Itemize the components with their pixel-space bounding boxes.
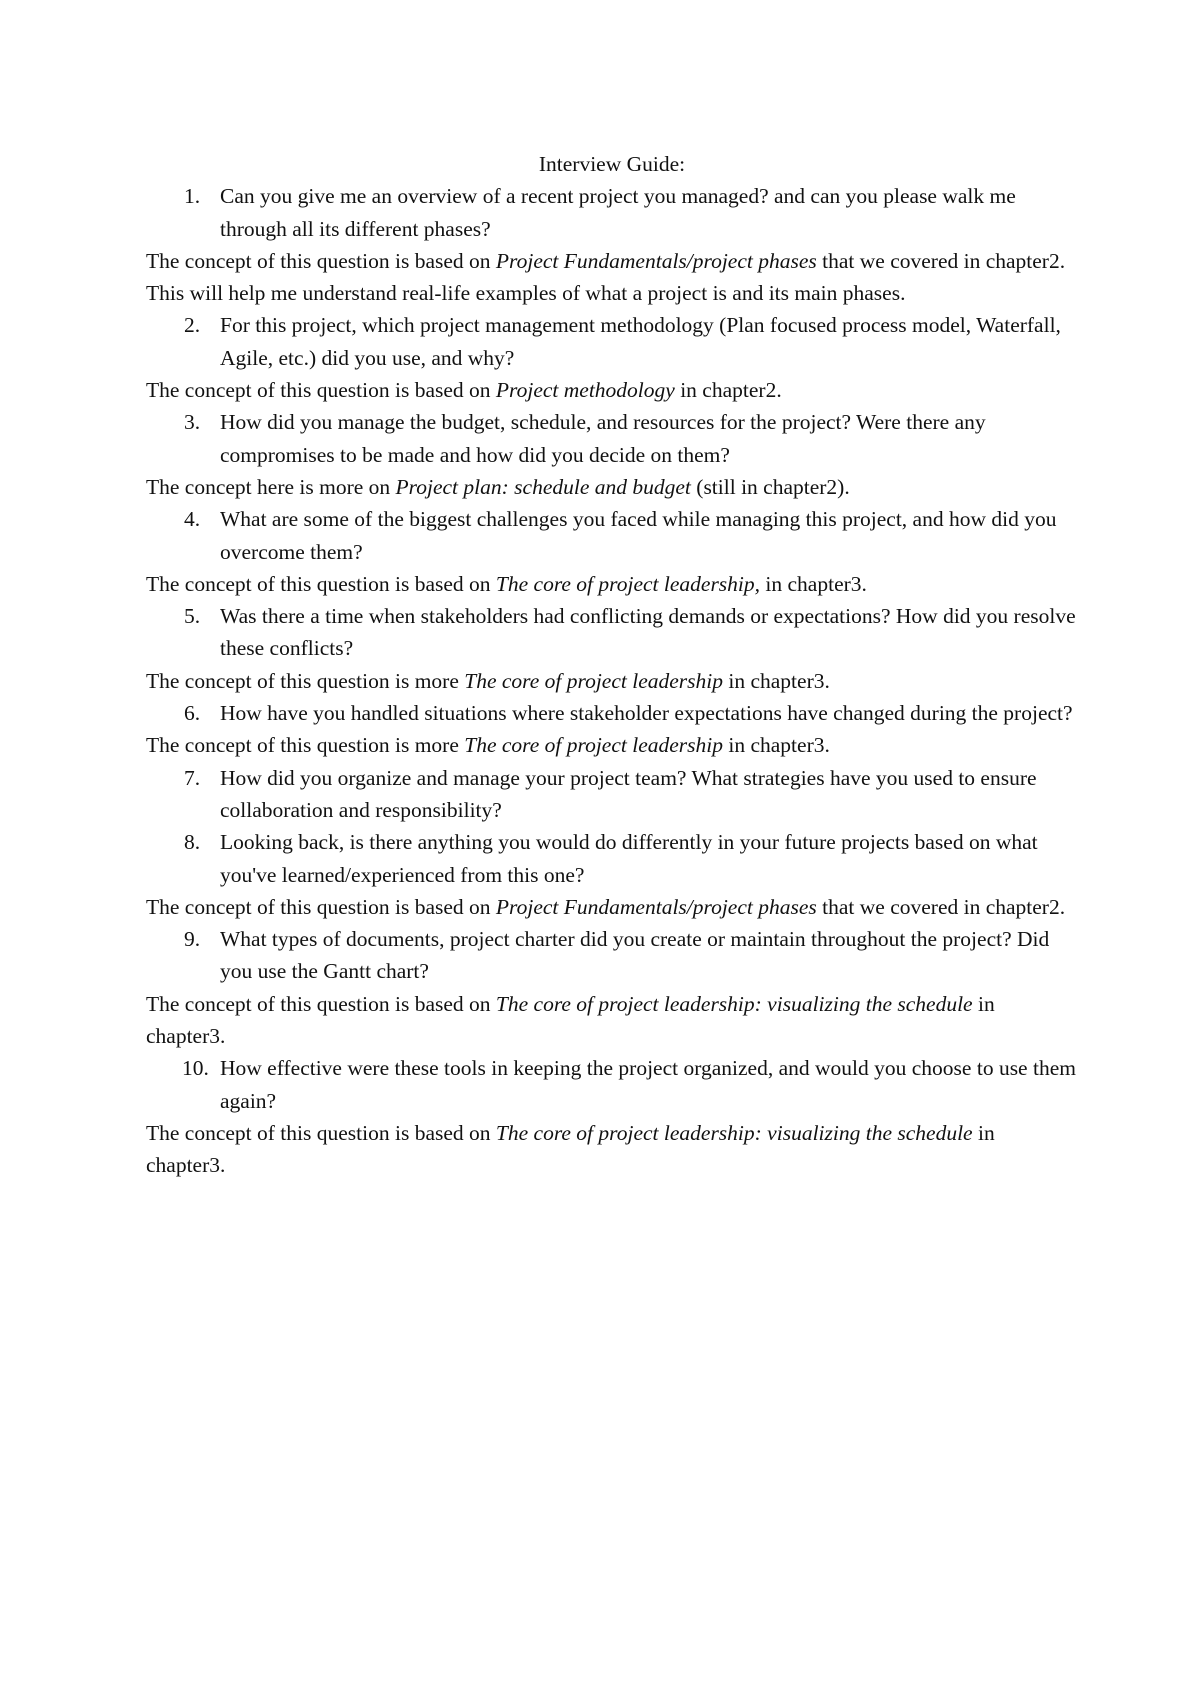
note-prefix: The concept of this question is more: [146, 733, 465, 758]
note-prefix: The concept of this question is based on: [146, 894, 496, 919]
note-prefix: The concept of this question is based on: [146, 571, 496, 596]
note-prefix: The concept of this question is based on: [146, 991, 496, 1016]
note-concept: Project plan: schedule and budget: [395, 474, 691, 499]
question-text: For this project, which project management methodology (Plan focused process model, Waterfall, Agile, etc.) did you use, and why?: [220, 313, 1061, 370]
note-concept: Project Fundamentals/project phases: [495, 894, 817, 919]
note-suffix: in chapter2.: [674, 378, 782, 403]
document-body: [146, 148, 1076, 1182]
concept-note: [146, 729, 1076, 761]
note-concept: Project Fundamentals/project phases: [495, 248, 817, 273]
question-text: Was there a time when stakeholders had conflicting demands or expectations? How did you resolve these conflicts?: [220, 604, 1076, 661]
question-text: What are some of the biggest challenges you faced while managing this project, and how did you overcome them?: [220, 507, 1057, 564]
concept-note: [146, 568, 1076, 600]
question-item: [146, 503, 1076, 568]
question-item: [146, 1052, 1076, 1117]
question-number: 5.: [184, 604, 201, 629]
question-item: [146, 923, 1076, 988]
concept-note: [146, 891, 1076, 923]
concept-note: [146, 988, 1076, 1053]
note-prefix: The concept of this question is based on: [146, 248, 496, 273]
question-item: [146, 309, 1076, 374]
question-item: [146, 762, 1076, 827]
note-suffix: in chapter3.: [723, 733, 830, 758]
concept-note: [146, 1117, 1076, 1182]
note-suffix: in chapter3.: [723, 668, 830, 693]
note-concept: The core of project leadership: [464, 733, 723, 758]
question-number: 2.: [184, 313, 201, 338]
concept-note: [146, 245, 1076, 310]
question-item: [146, 180, 1076, 245]
question-number: 4.: [184, 507, 201, 532]
concept-note: [146, 471, 1076, 503]
note-prefix: The concept of this question is based on: [146, 378, 496, 403]
question-item: [146, 826, 1076, 891]
question-text: How have you handled situations where stakeholder expectations have changed during the project?: [220, 701, 1073, 726]
question-number: 6.: [184, 701, 201, 726]
question-item: [146, 406, 1076, 471]
question-text: Can you give me an overview of a recent project you managed? and can you please walk me through all its different phases?: [220, 184, 1016, 241]
concept-note: [146, 665, 1076, 697]
note-concept: The core of project leadership,: [495, 571, 761, 596]
question-text: Looking back, is there anything you would do differently in your future projects based on what you've learned/experienced from this one?: [220, 830, 1038, 887]
document-title: Interview Guide:: [538, 152, 686, 176]
note-concept: Project methodology: [495, 378, 675, 403]
note-concept: The core of project leadership: [464, 668, 723, 693]
question-number: 8.: [184, 830, 201, 855]
note-prefix: The concept of this question is more: [146, 668, 465, 693]
concept-note: [146, 374, 1076, 406]
note-concept: The core of project leadership: visualizing the schedule: [495, 1120, 973, 1145]
question-text: What types of documents, project charter did you create or maintain throughout the project? Did you use the Gantt chart?: [220, 927, 1050, 984]
question-number: 7.: [184, 765, 201, 790]
note-suffix: that we covered in chapter2.: [816, 894, 1066, 919]
question-item: [146, 600, 1076, 665]
question-number: 1.: [184, 184, 201, 209]
question-number: 3.: [184, 410, 201, 435]
note-suffix: (still in chapter2).: [690, 474, 850, 499]
note-prefix: The concept here is more on: [146, 474, 396, 499]
question-text: How did you organize and manage your project team? What strategies have you used to ensure collaboration and responsibility?: [220, 765, 1037, 822]
note-suffix: in chapter3.: [146, 991, 995, 1049]
question-text: How effective were these tools in keeping the project organized, and would you choose to use them again?: [220, 1056, 1076, 1113]
note-prefix: The concept of this question is based on: [146, 1120, 496, 1145]
question-number: 10.: [182, 1056, 209, 1081]
note-suffix: in chapter3.: [146, 1120, 995, 1178]
note-suffix: that we covered in chapter2. This will help me understand real-life examples of what a project is and its main phases.: [146, 248, 1066, 306]
question-number: 9.: [184, 927, 201, 952]
question-text: How did you manage the budget, schedule, and resources for the project? Were there any compromises to be made and how did you decide on them?: [220, 410, 986, 467]
note-suffix: in chapter3.: [760, 571, 867, 596]
note-concept: The core of project leadership: visualizing the schedule: [495, 991, 973, 1016]
question-item: [146, 697, 1076, 729]
